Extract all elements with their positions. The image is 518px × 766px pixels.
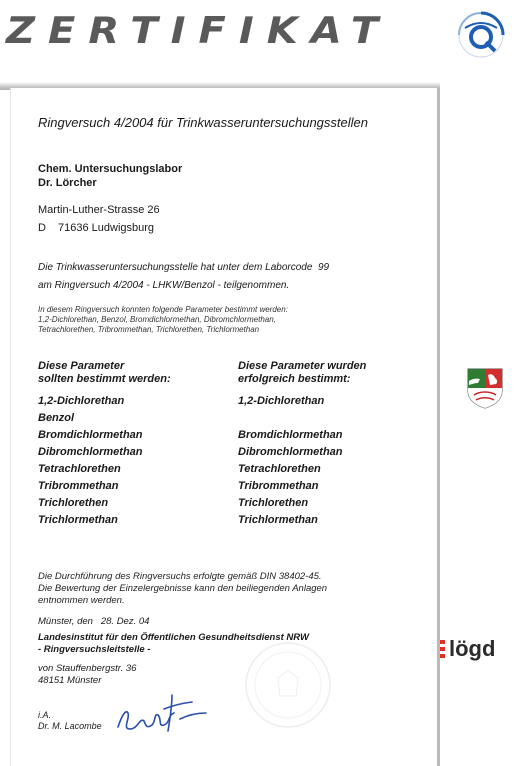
lab-country-prefix: D [38, 222, 46, 234]
loegd-mark-icon [440, 640, 445, 658]
laborcode-value: 99 [317, 262, 330, 273]
param-success-1: 1,2-Dichlorethan [238, 395, 325, 407]
methodology-note-line-1: Die Durchführung des Ringversuchs erfolgte gemäß DIN 38402-45. [38, 571, 322, 582]
param-should-2: Benzol [38, 412, 75, 424]
lab-contact: Dr. Lörcher [38, 177, 97, 189]
institute-department: - Ringversuchsleitstelle - [38, 644, 151, 655]
institute-name: Landesinstitut für den Öffentlichen Gesundheitsdienst NRW [38, 632, 309, 643]
left-heading-line-2: sollten bestimmt werden: [38, 373, 171, 385]
right-heading-line-2: erfolgreich bestimmt: [238, 373, 351, 385]
institute-street: von Stauffenbergstr. 36 [38, 663, 137, 674]
participation-line-1 [38, 259, 329, 277]
param-success-7: Trichlorethen [238, 497, 309, 509]
left-heading-line-1: Diese Parameter [38, 360, 125, 372]
lab-street: Martin-Luther-Strasse 26 [38, 204, 160, 216]
loegd-logo-text: lögd [449, 636, 496, 661]
right-heading-line-1: Diese Parameter wurden [238, 360, 367, 372]
official-seal-icon [238, 640, 338, 730]
participation-line-2: am Ringversuch 4/2004 - LHKW/Benzol - teilgenommen. [38, 280, 290, 291]
nrw-crest-icon [466, 367, 504, 409]
param-should-6: Tribrommethan [38, 480, 119, 492]
certificate-subtitle: Ringversuch 4/2004 für Trinkwasseruntersuchungsstellen [38, 115, 368, 130]
param-should-3: Bromdichlormethan [38, 429, 143, 441]
lab-city: 71636 Ludwigsburg [58, 222, 155, 234]
loegd-logo [440, 636, 495, 662]
param-success-3: Bromdichlormethan [238, 429, 343, 441]
handwritten-signature-icon [112, 685, 212, 745]
param-should-8: Trichlormethan [38, 514, 118, 526]
param-success-5: Tetrachlorethen [238, 463, 321, 475]
lab-address [38, 201, 160, 237]
signatory-prefix: i.A. [38, 710, 52, 720]
issue-date: 28. Dez. 04 [100, 616, 150, 627]
left-column-heading [38, 360, 171, 386]
parameter-intro [38, 305, 288, 335]
param-should-4: Dibromchlormethan [38, 446, 143, 458]
participation-text: Die Trinkwasseruntersuchungsstelle hat unter dem Laborcode [38, 262, 313, 273]
participation-statement [38, 259, 329, 295]
place-date [38, 616, 149, 627]
param-success-6: Tribrommethan [238, 480, 319, 492]
lab-name: Chem. Untersuchungslabor [38, 163, 183, 175]
parameter-intro-line-1: In diesem Ringversuch konnten folgende Parameter bestimmt werden: [38, 305, 288, 314]
parameter-intro-line-2: 1,2-Dichlorethan, Benzol, Bromdichlormethan, Dibromchlormethan, [38, 315, 276, 324]
lab-name-block [38, 162, 182, 190]
institute-address [38, 663, 136, 687]
q-cert-logo-icon [455, 8, 507, 60]
parameter-intro-line-3: Tetrachlorethen, Tribrommethan, Trichlorethen, Trichlormethan [38, 325, 260, 334]
param-should-1: 1,2-Dichlorethan [38, 395, 125, 407]
methodology-note-line-3: entnommen werden. [38, 595, 125, 606]
param-should-7: Trichlorethen [38, 497, 109, 509]
certificate-title: ZERTIFIKAT [6, 10, 392, 53]
param-success-4: Dibromchlormethan [238, 446, 343, 458]
right-column-heading [238, 360, 366, 386]
param-success-8: Trichlormethan [238, 514, 318, 526]
lab-city-line [38, 219, 160, 237]
signatory [38, 710, 102, 732]
place: Münster, den [38, 616, 93, 627]
signatory-name: Dr. M. Lacombe [38, 721, 102, 731]
methodology-note-line-2: Die Bewertung der Einzelergebnisse kann den beiliegenden Anlagen [38, 583, 328, 594]
institute-city: 48151 Münster [38, 675, 102, 686]
param-should-5: Tetrachlorethen [38, 463, 121, 475]
methodology-note [38, 571, 327, 607]
